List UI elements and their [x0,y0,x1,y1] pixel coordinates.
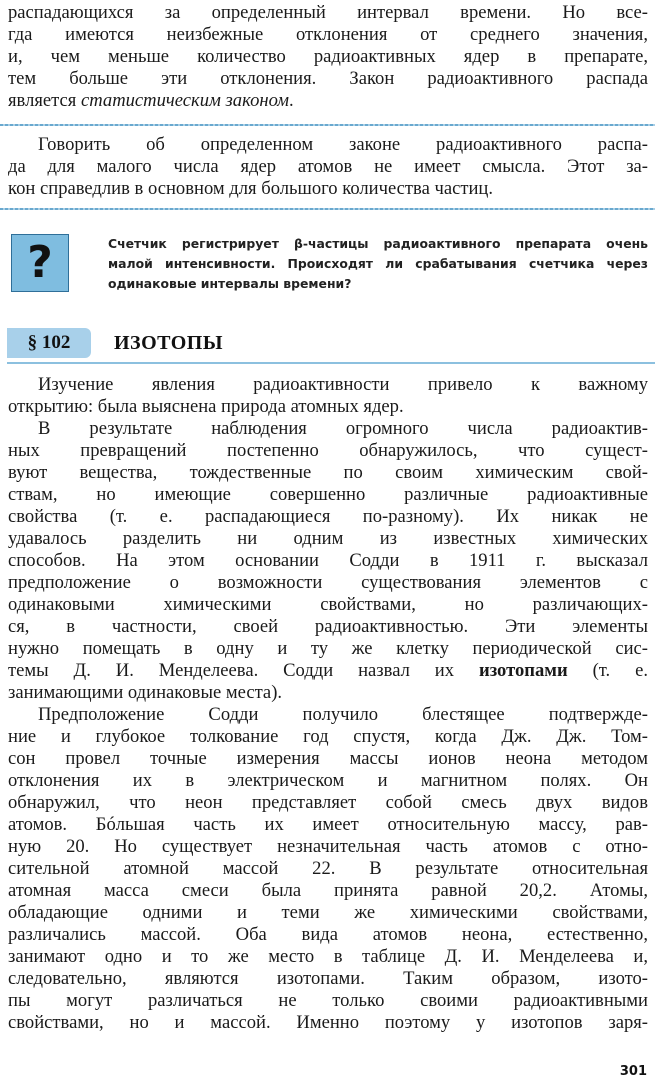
text-line: сительной атомной массой 22. В результате относительная [8,858,648,879]
text-line [8,90,648,112]
text-line: и, чем меньше количество радиоактивных ядер в препарате, [8,46,648,67]
text-line: свойствами, но и массой. Именно поэтому у изотопов заря- [8,1012,648,1033]
text-line: гда имеются неизбежные отклонения от среднего значения, [8,24,648,45]
intro-paragraph [8,2,648,112]
text-line: сон провел точные измерения массы ионов неона методом [8,748,648,769]
text-line: Говорить об определенном законе радиоактивного распа- [38,134,648,155]
text-line: ную 20. Но существует незначительная часть атомов с отно- [8,836,648,857]
text-line: различались массой. Оба вида атомов неона, естественно, [8,924,648,945]
text-line: свойства (т. е. распадающиеся по-разному). Их никак не [8,506,648,527]
divider-top [0,124,655,126]
text-line: обладающие одними и теми же химическими свойствами, [8,902,648,923]
text-line: да для малого числа ядер атомов не имеет смысла. Этот за- [8,156,648,177]
question-mark: ? [27,237,53,288]
text-fragment: (т. е. [567,660,648,681]
text-fragment: темы Д. И. Менделеева. Содди назвал их [8,660,479,681]
text-line [8,660,648,682]
paragraph-2 [8,418,648,704]
text-line: одинаковые интервалы времени? [108,276,352,291]
section-title: ИЗОТОПЫ [114,332,223,354]
text-line: пы могут различаться не только своими радиоактивными [8,990,648,1011]
text-line: Предположение Содди получило блестящее подтвержде- [38,704,648,725]
text-line: Счетчик регистрирует β-частицы радиоактивного препарата очень [108,236,648,251]
text-line: предположение о возможности существования элементов с [8,572,648,593]
page-number: 301 [619,1064,647,1079]
text-line: ся, в частности, своей радиоактивностью. Эти элементы [8,616,648,637]
text-line: малой интенсивности. Происходят ли срабатывания счетчика через [108,256,648,271]
text-line: ние и глубокое толкование год спустя, когда Дж. Дж. Том- [8,726,648,747]
note-paragraph [8,134,648,200]
text-line: распадающихся за определенный интервал времени. Но все- [8,2,648,23]
text-line: следовательно, являются изотопами. Таким образом, изото- [8,968,648,989]
text-line: занимающими одинаковые места). [8,682,283,703]
text-line: ных превращений постепенно обнаружилось, что сущест- [8,440,648,461]
question-text [108,234,648,294]
text-line: В результате наблюдения огромного числа радиоактив- [38,418,648,439]
question-icon [11,234,69,292]
text-line: способов. На этом основании Содди в 1911 г. высказал [8,550,648,571]
italic-term: статистическим законом [80,90,290,111]
bold-term: изотопами [478,660,568,681]
paragraph-1 [8,374,648,418]
text-line: занимают одно и то же место в таблице Д. И. Менделеева и, [8,946,648,967]
divider-bottom [0,208,655,210]
section-underline [7,362,655,364]
text-line: атомная масса смеси была принята равной 20,2. Атомы, [8,880,648,901]
section-number: § 102 [7,328,91,358]
text-line: Изучение явления радиоактивности привело к важному [38,374,648,395]
text-line: открытию: была выяснена природа атомных ядер. [8,396,404,417]
text-line: вуют вещества, тождественные по своим химическим свой- [8,462,648,483]
text-fragment: является [8,90,81,111]
text-line: одинаковыми химическими свойствами, но различающих- [8,594,648,615]
paragraph-3 [8,704,648,1034]
text-fragment: . [289,90,294,111]
text-line: атомов. Бóльшая часть их имеет относительную массу, рав- [8,814,648,835]
text-line: нужно помещать в одну и ту же клетку периодической сис- [8,638,648,659]
text-line: отклонения их в электрическом и магнитном полях. Он [8,770,648,791]
text-line: ствам, но имеющие совершенно различные радиоактивные [8,484,648,505]
text-line: тем больше эти отклонения. Закон радиоактивного распада [8,68,648,89]
text-line: кон справедлив в основном для большого количества частиц. [8,178,494,199]
text-line: обнаружил, что неон представляет собой смесь двух видов [8,792,648,813]
text-line: удавалось разделить ни одним из известных химических [8,528,648,549]
